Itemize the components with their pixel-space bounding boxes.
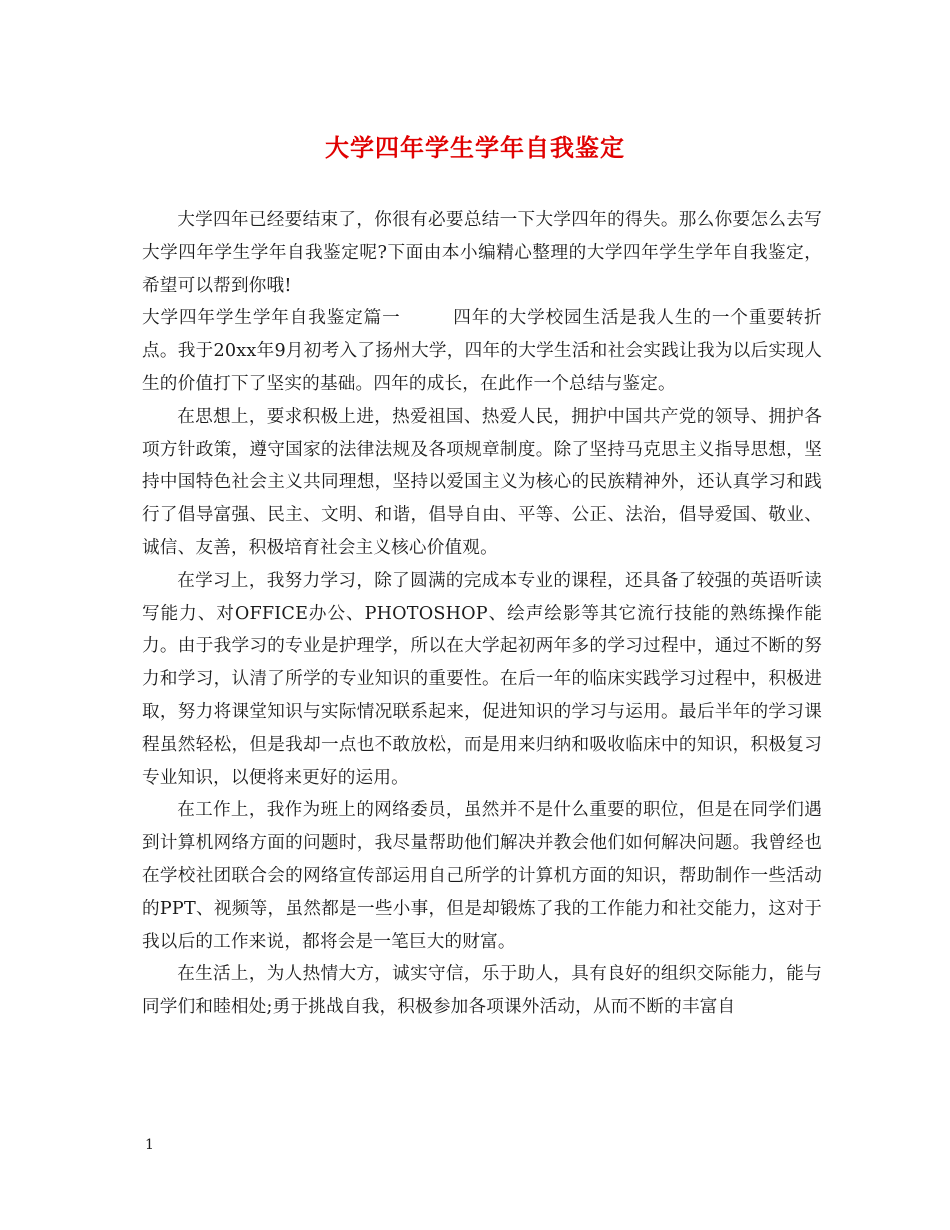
paragraph-study: 在学习上，我努力学习，除了圆满的完成本专业的课程，还具备了较强的英语听读写能力、对OFFICE办公、PHOTOSHOP、绘声绘影等其它流行技能的熟练操作能力。由于我学习的专业是护理学，所以在大学起初两年多的学习过程中，通过不断的努力和学习，认清了所学的专业知识的重要性。在后一年的临床实践学习过程中，积极进取，努力将课堂知识与实际情况联系起来，促进知识的学习与运用。最后半年的学习课程虽然轻松，但是我却一点也不敢放松，而是用来归纳和吸收临床中的知识，积极复习专业知识，以便将来更好的运用。 (142, 570, 822, 788)
document-title: 大学四年学生学年自我鉴定 (325, 133, 625, 162)
intro-paragraph: 大学四年已经要结束了，你很有必要总结一下大学四年的得失。那么你要怎么去写大学四年学生学年自我鉴定呢?下面由本小编精心整理的大学四年学生学年自我鉴定，希望可以帮到你哦! (142, 210, 822, 296)
section-opening: 四年的大学校园生活是我人生的一个重要转折点。我于20xx年9月初考入了扬州大学，四年的大学生活和社会实践让我为以后实现人生的价值打下了坚实的基础。四年的成长，在此作一个总结与鉴定。 (142, 308, 822, 394)
paragraph-life: 在生活上，为人热情大方，诚实守信，乐于助人，具有良好的组织交际能力，能与同学们和睦相处;勇于挑战自我，积极参加各项课外活动，从而不断的丰富自 (142, 964, 822, 1018)
section-paragraph (142, 302, 822, 400)
paragraph-ideology: 在思想上，要求积极上进，热爱祖国、热爱人民，拥护中国共产党的领导、拥护各项方针政策，遵守国家的法律法规及各项规章制度。除了坚持马克思主义指导思想，坚持中国特色社会主义共同理想，坚持以爱国主义为核心的民族精神外，还认真学习和践行了倡导富强、民主、文明、和谐，倡导自由、平等、公正、法治，倡导爱国、敬业、诚信、友善，积极培育社会主义核心价值观。 (142, 406, 822, 558)
paragraph-work: 在工作上，我作为班上的网络委员，虽然并不是什么重要的职位，但是在同学们遇到计算机网络方面的问题时，我尽量帮助他们解决并教会他们如何解决问题。我曾经也在学校社团联合会的网络宣传部运用自己所学的计算机方面的知识，帮助制作一些活动的PPT、视频等，虽然都是一些小事，但是却锻炼了我的工作能力和社交能力，这对于我以后的工作来说，都将会是一笔巨大的财富。 (142, 800, 822, 952)
page-number: 1 (145, 1137, 154, 1153)
section-heading: 大学四年学生学年自我鉴定篇一 (142, 308, 401, 329)
document-body (142, 204, 822, 1024)
